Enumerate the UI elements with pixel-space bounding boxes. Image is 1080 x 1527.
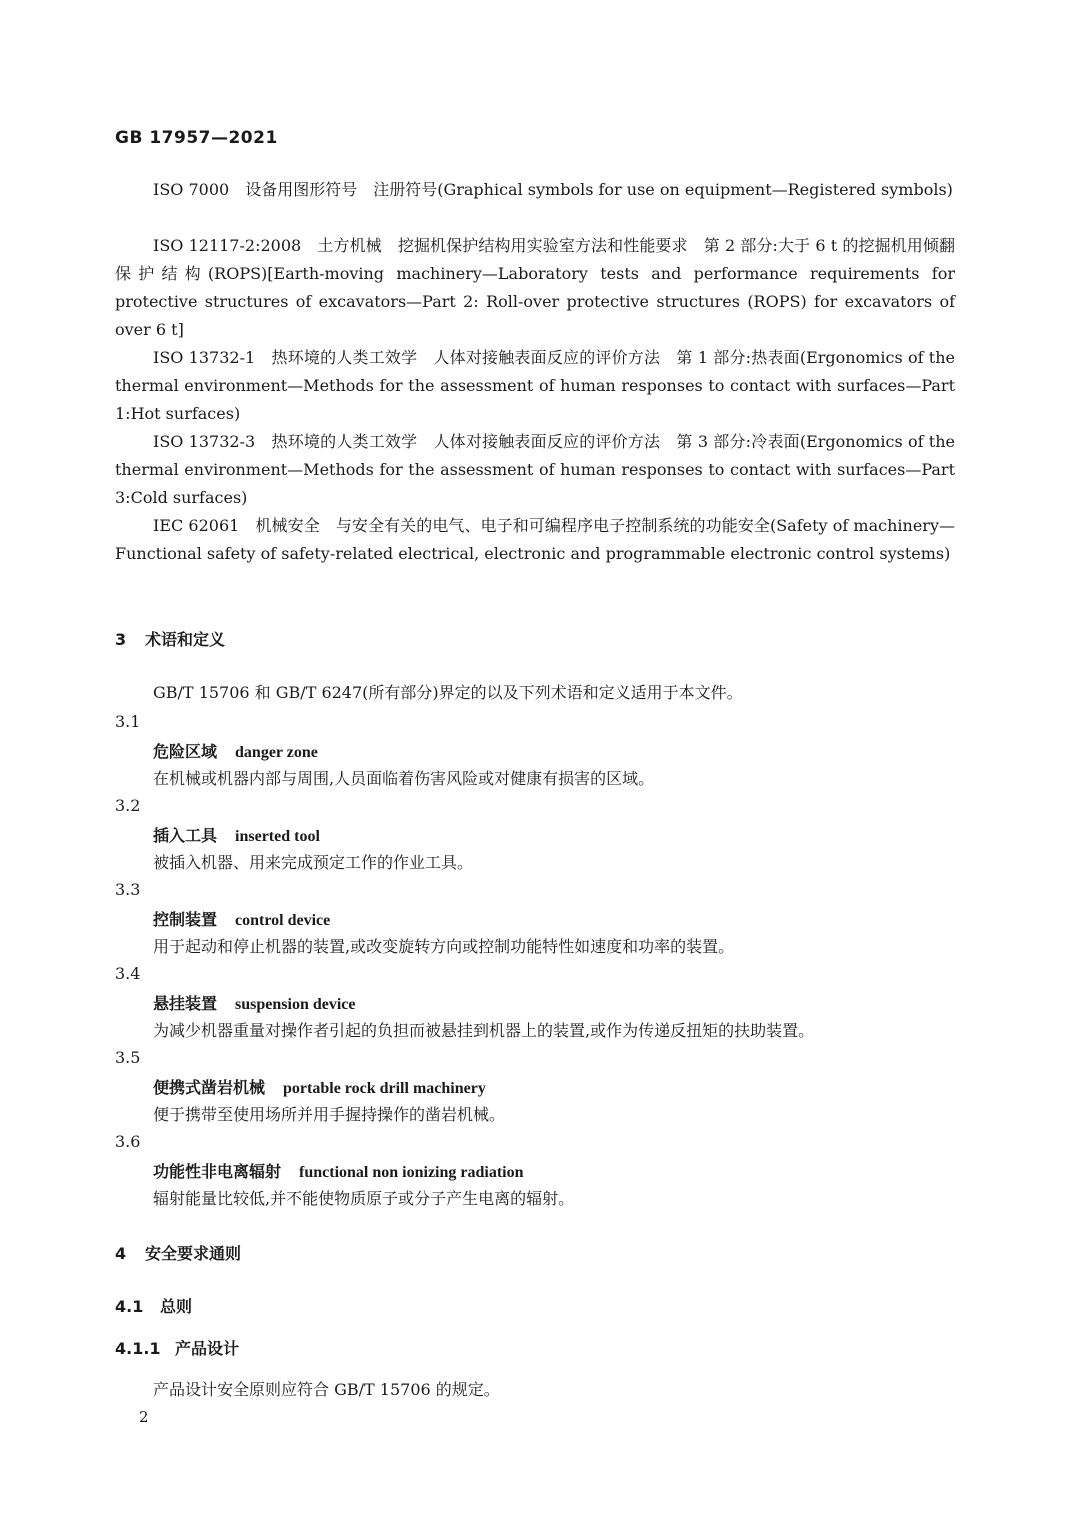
clause-number: 3.5 <box>115 1048 141 1067</box>
section-number: 3 <box>115 630 127 649</box>
term-en: functional non ionizing radiation <box>299 1164 524 1181</box>
term-definition: 用于起动和停止机器的装置,或改变旋转方向或控制功能特性如速度和功率的装置。 <box>153 937 735 956</box>
term-definition: 被插入机器、用来完成预定工作的作业工具。 <box>153 853 474 872</box>
clause-number: 3.3 <box>115 880 141 899</box>
term-zh: 插入工具 <box>153 826 218 845</box>
term-entry <box>153 739 318 762</box>
reference-iso-13732-3: ISO 13732-3 热环境的人类工效学 人体对接触表面反应的评价方法 第 3 部分:冷表面(Ergonomics of the thermal environment—Methods for the assessment of human responses to contact with surfaces—Part 3:Cold surfaces) <box>115 432 955 507</box>
clause-number: 3.4 <box>115 964 141 983</box>
term-zh: 悬挂装置 <box>153 994 218 1013</box>
section-3-heading <box>115 627 225 650</box>
subsection-4-1-heading <box>115 1294 192 1317</box>
term-zh: 危险区域 <box>153 742 218 761</box>
subsection-title: 产品设计 <box>175 1339 240 1358</box>
term-zh: 功能性非电离辐射 <box>153 1162 282 1181</box>
page-number: 2 <box>139 1408 149 1426</box>
term-zh: 便携式凿岩机械 <box>153 1078 266 1097</box>
section-title: 安全要求通则 <box>145 1244 242 1263</box>
term-entry <box>153 823 320 846</box>
term-definition: 便于携带至使用场所并用手握持操作的凿岩机械。 <box>153 1105 506 1124</box>
term-definition: 辐射能量比较低,并不能使物质原子或分子产生电离的辐射。 <box>153 1189 575 1208</box>
term-en: control device <box>235 912 331 929</box>
subsection-number: 4.1 <box>115 1297 144 1316</box>
term-en: portable rock drill machinery <box>283 1080 486 1097</box>
term-entry <box>153 1159 524 1182</box>
reference-iec-62061: IEC 62061 机械安全 与安全有关的电气、电子和可编程序电子控制系统的功能安全(Safety of machinery—Functional safety of safety-related electrical, electronic and programmable electronic control systems) <box>115 516 955 563</box>
section-4-heading <box>115 1241 241 1264</box>
section-number: 4 <box>115 1244 127 1263</box>
term-en: danger zone <box>235 744 318 761</box>
term-definition: 为减少机器重量对操作者引起的负担而被悬挂到机器上的装置,或作为传递反扭矩的扶助装置。 <box>153 1021 815 1040</box>
term-entry <box>153 907 330 930</box>
term-en: suspension device <box>235 996 356 1013</box>
clause-number: 3.2 <box>115 796 141 815</box>
term-en: inserted tool <box>235 828 320 845</box>
subsection-number: 4.1.1 <box>115 1339 161 1358</box>
subsection-title: 总则 <box>160 1297 193 1316</box>
subsection-4-1-1-heading <box>115 1336 239 1359</box>
term-entry <box>153 1075 486 1098</box>
term-entry <box>153 991 355 1014</box>
clause-number: 3.6 <box>115 1132 141 1151</box>
section-3-intro: GB/T 15706 和 GB/T 6247(所有部分)界定的以及下列术语和定义适用于本文件。 <box>153 683 743 702</box>
term-zh: 控制装置 <box>153 910 218 929</box>
section-title: 术语和定义 <box>145 630 226 649</box>
reference-iso-12117-2: ISO 12117-2:2008 土方机械 挖掘机保护结构用实验室方法和性能要求 第 2 部分:大于 6 t 的挖掘机用倾翻保护结构(ROPS)[Earth-moving machinery—Laboratory tests and performance requirements for protective structures of excavators—Part 2: Roll-over protective structures (ROPS) for excavators of over 6 t] <box>115 236 955 339</box>
standard-header: GB 17957—2021 <box>115 128 278 148</box>
product-design-text: 产品设计安全原则应符合 GB/T 15706 的规定。 <box>153 1380 500 1399</box>
reference-iso-13732-1: ISO 13732-1 热环境的人类工效学 人体对接触表面反应的评价方法 第 1 部分:热表面(Ergonomics of the thermal environment—Methods for the assessment of human responses to contact with surfaces—Part 1:Hot surfaces) <box>115 348 955 423</box>
term-definition: 在机械或机器内部与周围,人员面临着伤害风险或对健康有损害的区域。 <box>153 769 655 788</box>
clause-number: 3.1 <box>115 712 141 731</box>
reference-iso-7000: ISO 7000 设备用图形符号 注册符号(Graphical symbols for use on equipment—Registered symbols) <box>153 180 953 199</box>
